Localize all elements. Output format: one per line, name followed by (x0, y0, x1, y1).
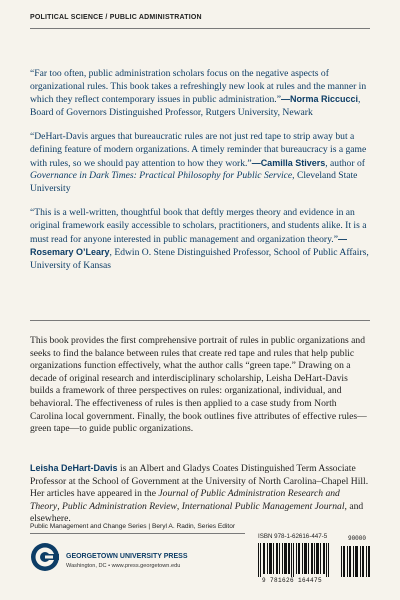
section-rule (30, 320, 370, 321)
category-label: POLITICAL SCIENCE / PUBLIC ADMINISTRATION (30, 14, 202, 21)
series-line: Public Management and Change Series | Beryl A. Radin, Series Editor (30, 523, 236, 530)
endorsement-quote: “This is a well-written, thoughtful book that deftly merges theory and evidence in an original framework easily accessible to scholars, practitioners, and students alike. It is a must read for anyone interested in public management and organization theory.” (30, 207, 367, 245)
bottom-rule (30, 533, 245, 534)
endorsement (30, 131, 370, 195)
publisher-address: Washington, DC • www.press.georgetown.edu (66, 563, 181, 569)
endorser-dash: — (337, 233, 347, 244)
georgetown-university-press-logo-icon (30, 542, 60, 572)
endorsement (30, 68, 370, 119)
endorser-book-title: Governance in Dark Times: Practical Philosophy for Public Service (30, 170, 293, 182)
isbn-barcode-icon (258, 543, 330, 577)
endorsement-quote: “Far too often, public administration scholars focus on the negative aspects of organizational rules. This book takes a refreshingly new look at rules and the manner in which they reflect contemporary issues in public administration.” (30, 68, 367, 106)
endorsement-quote: “DeHart-Davis argues that bureaucratic rules are not just red tape to strip away but a defining feature of modern organizations. A timely reminder that bureaucracy is a game with rules, so we should pay attention to how they work.” (30, 131, 367, 169)
endorser-name: Camilla Stivers (260, 157, 326, 168)
journal-title: International Public Management Journal (181, 500, 345, 512)
endorsement (30, 207, 370, 272)
publisher-name: GEORGETOWN UNIVERSITY PRESS (66, 553, 188, 560)
top-rule (30, 28, 370, 29)
endorser-dash: — (280, 94, 290, 105)
book-description: This book provides the first comprehensive portrait of rules in public organizations and seeks to find the balance between rules that create red tape and rules that help public organizations function effectively, what the author calls “green tape.” Drawing on a decade of original research and interdisciplinary scholarship, Leisha DeHart-Davis builds a framework of three perspectives on rules: organizational, individual, and behavioral. The effectiveness of rules is then applied to a case study from North Carolina local government. Finally, the book outlines five attributes of effective rules—green tape—to guide public organizations. (30, 335, 367, 435)
price-barcode-icon (341, 543, 371, 577)
bio-separator: , (57, 500, 62, 512)
endorser-name: Rosemary O’Leary (30, 247, 110, 258)
endorsements (30, 68, 370, 284)
journal-title: Journal of Public Administration Research and Theory (30, 488, 340, 512)
endorser-affiliation: , author of (325, 157, 365, 169)
endorser-affiliation: , Board of Governors Distinguished Professor, Rutgers University, Newark (30, 94, 361, 118)
barcode-digits: 9 781626 164475 (261, 577, 322, 584)
price-code: 90000 (347, 535, 366, 542)
journal-title: Public Administration Review (61, 500, 177, 512)
author-bio (30, 462, 370, 526)
endorser-name: Norma Riccucci (289, 94, 358, 105)
endorser-affiliation: , Cleveland State University (30, 170, 358, 194)
bio-separator: , (176, 500, 182, 512)
isbn-number: ISBN 978-1-62616-447-5 (258, 533, 328, 540)
endorser-affiliation: , Edwin O. Stene Distinguished Professor, School of Public Affairs, University of Kansas (30, 247, 369, 271)
endorser-dash: — (251, 157, 261, 168)
bio-text: , and elsewhere. (30, 500, 364, 525)
bio-text: is an Albert and Gladys Coates Distinguished Term Associate Professor at the School of Government at the University of North Carolina–Chapel Hill. Her articles have appeared in the (30, 463, 369, 500)
author-name: Leisha DeHart-Davis (30, 463, 118, 473)
